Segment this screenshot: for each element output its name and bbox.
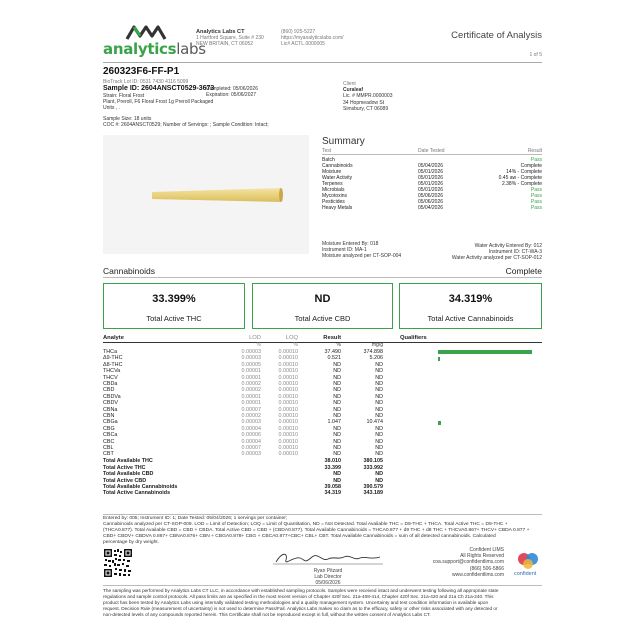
footer-line-5: non-detected levels of any compounds reported herein. This Certificate shall not be reproduced except in full, without the written consent of Analytics Labs CT. <box>103 611 431 617</box>
moisture-info <box>322 241 401 260</box>
analyte-lod: 0.00001 <box>241 400 261 407</box>
product-image <box>103 135 309 254</box>
footer-disclaimer <box>103 588 543 618</box>
analyte-lod: 0.00003 <box>241 419 261 426</box>
analyte-pct: 0.521 <box>327 355 341 362</box>
lab-name: Analytics Labs CT <box>196 29 245 35</box>
col-analyte: Analyte <box>103 335 124 341</box>
summary-col-test: Test <box>322 148 332 154</box>
footer-line-4: request. Decision Rule (measurement of uncertainty) is not used to determine Pass/Fail. Analytics Labs makes no claim as to the efficacy, safety or other risks associated with any detected or <box>103 605 498 611</box>
summary-result: Pass <box>530 187 542 194</box>
summary-date: 05/06/2026 <box>418 199 444 206</box>
analyte-pct: ND <box>333 400 341 407</box>
analyte-pct: ND <box>333 413 341 419</box>
analyte-loq: 0.00010 <box>278 374 298 381</box>
footer-divider <box>103 585 542 586</box>
method-notes <box>103 516 543 546</box>
analyte-name: CBDVa <box>103 393 121 400</box>
analyte-mg: 10.474 <box>366 419 383 426</box>
total-cbd-label: Total Active CBD <box>294 314 351 323</box>
analyte-name: Δ9-THC <box>103 355 123 362</box>
total-cannabinoids-box <box>399 283 542 329</box>
mg-unit: mg/g <box>371 342 383 348</box>
analyte-mg: 374.898 <box>363 349 383 355</box>
analyte-loq: 0.00010 <box>278 425 298 432</box>
analyte-loq: 0.00010 <box>278 438 298 445</box>
analyte-lod: 0.00002 <box>241 387 261 394</box>
preroll-icon <box>103 135 309 254</box>
total-mg: 380.105 <box>363 458 383 465</box>
analyte-name: CBD <box>103 387 115 394</box>
analyte-lod: 0.00006 <box>241 432 261 439</box>
result-unit: % <box>336 342 341 348</box>
analyte-mg: ND <box>375 425 383 432</box>
analyte-lod: 0.00004 <box>241 425 261 432</box>
summary-date: 05/01/2026 <box>418 174 444 181</box>
logo-wordmark: analyticslabs <box>103 40 206 58</box>
summary-test: Water Activity <box>322 174 353 181</box>
summary-row <box>322 205 542 211</box>
col-lod: LOD <box>249 335 261 341</box>
product: Plant, Preroll, F6 Floral Frost 1g Preroll Packaged <box>103 99 214 106</box>
analyte-loq: 0.00010 <box>278 432 298 439</box>
total-mg: ND <box>375 471 383 478</box>
lab-logo <box>103 24 206 64</box>
analyte-name: THCV <box>103 374 118 381</box>
analyte-loq: 0.00010 <box>278 400 298 407</box>
analyte-mg: ND <box>375 413 383 419</box>
confident-logo <box>513 550 543 580</box>
analyte-lod: 0.00007 <box>241 406 261 413</box>
total-pct: 33.399 <box>324 464 341 471</box>
total-mg: 390.579 <box>363 483 383 490</box>
signed-date: 05/06/2026 <box>315 580 341 587</box>
analyte-lod: 0.00001 <box>241 368 261 375</box>
analyte-row <box>103 451 543 457</box>
sample-extra <box>103 116 269 128</box>
lod-unit: % <box>256 342 261 348</box>
total-cannabinoids-label: Total Active Cannabinoids <box>427 314 514 323</box>
total-name: Total Available CBD <box>103 471 154 478</box>
total-pct: 34.319 <box>324 490 341 497</box>
total-thc-value: 33.399% <box>152 293 196 305</box>
confident-wordmark: confident <box>514 571 537 577</box>
lims-info <box>433 547 504 578</box>
analyte-name: CBCa <box>103 432 118 439</box>
water-activity-info <box>452 243 542 262</box>
analyte-lod: 0.00005 <box>241 361 261 368</box>
analyte-lod: 0.00001 <box>241 393 261 400</box>
doc-title: Certificate of Analysis <box>451 30 542 41</box>
sample-id: Sample ID: 2604ANSCT0529-3673 <box>103 85 215 92</box>
analyte-name: CBG <box>103 425 115 432</box>
summary-result: Pass <box>530 193 542 200</box>
lims-phone: (866) 506-5866 <box>469 565 504 572</box>
analyte-mg: ND <box>375 374 383 381</box>
address-line-2: NEW BRITAIN, CT 06052 <box>196 41 254 48</box>
summary-test: Moisture <box>322 168 342 175</box>
analyte-loq: 0.00010 <box>278 393 298 400</box>
moisture-instrument: Instrument ID: MA-1 <box>322 247 367 254</box>
client-name: Curaleaf <box>343 87 364 94</box>
summary-test: Pesticides <box>322 199 345 206</box>
analyte-lod: 0.00002 <box>241 413 261 419</box>
address-line-1: 1 Hartford Square, Suite # 230 <box>196 35 264 42</box>
analyte-pct: ND <box>333 361 341 368</box>
summary-test: Batch <box>322 156 335 163</box>
sample-details <box>103 93 213 112</box>
analyte-pct: ND <box>333 374 341 381</box>
qr-code-icon <box>103 548 133 578</box>
signature-block <box>303 568 353 587</box>
total-cannabinoids-value: 34.319% <box>448 293 493 305</box>
signer-title: Lab Director <box>314 574 342 581</box>
wa-instrument: Instrument ID: CT-WA-3 <box>488 249 542 256</box>
summary-date: 05/04/2026 <box>418 162 444 169</box>
total-name: Total Available Cannabinoids <box>103 483 178 490</box>
notes-line-3: (THCA0.877). Total Available CBD = CBD + CBDA. Total Active CBD = CBD + (CBDA0.877). Total Available Cannabinoids = THCA0.877 + d9 THC + d8 THC + THCVA0.867+ THCV+ CBDA 0.877 + <box>103 528 530 533</box>
analyte-lod: 0.00001 <box>241 374 261 381</box>
summary-date: 05/06/2026 <box>418 193 444 200</box>
analyte-name: CBT <box>103 451 114 458</box>
analyte-mg: ND <box>375 445 383 451</box>
analyte-mg: ND <box>375 393 383 400</box>
col-qualifiers: Qualifiers <box>400 335 427 341</box>
analyte-pct: ND <box>333 406 341 413</box>
analyte-loq: 0.00010 <box>278 419 298 426</box>
total-mg: ND <box>375 477 383 484</box>
total-name: Total Active THC <box>103 464 146 471</box>
summary-result: Pass <box>530 199 542 206</box>
analyte-lod: 0.00004 <box>241 438 261 445</box>
summary-date: 05/01/2026 <box>418 187 444 194</box>
analyte-units <box>103 342 543 348</box>
analyte-mg: ND <box>375 438 383 445</box>
lab-phone: (860) 925-5227 <box>281 29 316 35</box>
page-count: 1 of 5 <box>529 52 542 58</box>
analyte-name: THCVa <box>103 368 121 375</box>
strain: Strain: Floral Frost <box>103 93 145 99</box>
analyte-loq: 0.00010 <box>278 361 298 368</box>
wa-entered-by: Water Activity Entered By: 012 <box>474 243 542 249</box>
analyte-name: CBGa <box>103 419 118 426</box>
analyte-pct: 37.490 <box>324 349 341 355</box>
notes-line-5: percentage by dry weight. <box>103 540 160 545</box>
summary-title: Summary <box>322 136 365 147</box>
moisture-sop: Moisture analyzed per CT-SOP-004 <box>322 253 402 260</box>
cannabinoids-title: Cannabinoids <box>103 266 155 276</box>
analyte-name: Δ8-THC <box>103 361 123 368</box>
sample-code: 260323F6-FF-P1 <box>103 66 180 77</box>
analyte-mg: ND <box>375 451 383 458</box>
summary-header <box>322 148 542 155</box>
analyte-pct: 1.047 <box>327 419 341 426</box>
total-cbd-box <box>252 283 393 329</box>
summary-test: Terpenes <box>322 180 343 187</box>
logo-mark-icon <box>125 24 169 40</box>
summary-test: Mycotoxins <box>322 193 348 200</box>
analyte-pct: ND <box>333 393 341 400</box>
client-block <box>343 81 392 112</box>
notes-line-4: CBD+ CBDV+ CBDVA 0.867+ CBNA0.876+ CBN + CBGA0.878+ CBG + CBCA0.877+CBC+ CBL+ CBT. Total Available Cannabinoids = sum of all detected cannabinoids. Calculated <box>103 534 496 539</box>
cannabinoids-divider <box>103 277 542 278</box>
summary-test: Cannabinoids <box>322 162 353 169</box>
analyte-mg: ND <box>375 406 383 413</box>
signature-icon <box>268 548 388 568</box>
summary-date: 05/01/2026 <box>418 180 444 187</box>
analyte-mg: ND <box>375 400 383 407</box>
sample-size: Sample Size: 18 units <box>103 116 152 122</box>
cannabinoids-status: Complete <box>505 266 542 276</box>
footer-line-1: The sampling was performed by Analytics Labs CT LLC, in accordance with established sampling protocols. Samples were received intact and underwent testing following all appropriate state <box>103 588 499 593</box>
client-address-1: 34 Hopmeadow St <box>343 99 385 106</box>
lims-website[interactable]: www.confidentlims.com <box>452 571 504 578</box>
analyte-bar <box>438 350 532 354</box>
total-pct: ND <box>333 477 341 484</box>
summary-result: 0.45 aw - Complete <box>498 174 542 181</box>
analyte-name: CBC <box>103 438 115 445</box>
client-label: Client <box>343 81 356 87</box>
analyte-lod: 0.00007 <box>241 445 261 451</box>
qr-code[interactable] <box>103 548 133 578</box>
analyte-mg: ND <box>375 387 383 394</box>
total-row <box>103 490 543 496</box>
summary-result: 14% - Complete <box>506 168 542 175</box>
analyte-name: CBL <box>103 445 114 451</box>
client-address-2: Simsbury, CT 06089 <box>343 105 389 112</box>
analyte-mg: ND <box>375 361 383 368</box>
analyte-mg: ND <box>375 381 383 387</box>
col-loq: LOQ <box>285 335 298 341</box>
footer-line-3: product has been tested by Analytics Labs using internally validated testing methodologies and a quality management system. Uncertainty and test condition information is available upon <box>103 599 489 605</box>
analyte-lod: 0.00003 <box>241 451 261 458</box>
analyte-pct: ND <box>333 425 341 432</box>
analyte-bar <box>438 357 440 361</box>
total-mg: 333.992 <box>363 464 383 471</box>
signer-name: Ryan Pitzard <box>313 568 343 574</box>
analyte-pct: ND <box>333 438 341 445</box>
summary-result: Complete <box>520 162 542 169</box>
total-cbd-value: ND <box>314 293 331 305</box>
notes-line-2: Cannabinoids analyzed per CT-SOP-009. LOD = Limit of Detection; LOQ = Limit of Quantitation, ND = Not Detected. Total Available THC = D9-THC + THCA. Total Active THC = D9-THC + <box>103 522 508 527</box>
summary-col-date: Date Tested <box>418 148 445 154</box>
sample-dates <box>206 86 258 98</box>
analyte-loq: 0.00010 <box>278 413 298 419</box>
biotrack-id: BioTrack Lot ID: 0531 7430 4116 5099 <box>103 79 189 85</box>
lab-website[interactable]: https://myanalyticslabs.com/ <box>281 35 344 42</box>
analyte-name: CBN <box>103 413 115 419</box>
analyte-name: THCa <box>103 349 118 355</box>
loq-unit: % <box>293 342 298 348</box>
client-license: Lic. # MMPR.0000003 <box>343 93 393 100</box>
summary-test: Microbials <box>322 187 345 194</box>
summary-test: Heavy Metals <box>322 205 353 212</box>
notes-divider <box>103 514 542 515</box>
analyte-loq: 0.00010 <box>278 349 298 355</box>
lims-rights: All Rights Reserved <box>460 553 504 560</box>
analyte-name: CBDV <box>103 400 118 407</box>
confident-logo-icon <box>513 550 543 572</box>
summary-result: Pass <box>530 156 542 163</box>
analyte-mg: 5.206 <box>369 355 383 362</box>
coc-info: COC #: 2604ANSCT0529; Number of Servings: ; Sample Condition: Intact; <box>103 122 269 129</box>
analyte-loq: 0.00010 <box>278 406 298 413</box>
analyte-mg: ND <box>375 368 383 375</box>
analyte-pct: ND <box>333 432 341 439</box>
total-thc-label: Total Active THC <box>146 314 202 323</box>
header-divider <box>103 62 542 63</box>
total-name: Total Active Cannabinoids <box>103 490 171 497</box>
lims-email[interactable]: coa.support@confidentlims.com <box>432 559 504 566</box>
lims-name: Confident LIMS <box>469 547 504 553</box>
lab-license: Lic# ACTL.0000005 <box>281 41 325 48</box>
moisture-entered-by: Moisture Entered By: 018 <box>322 241 379 247</box>
footer-line-2: regulations and sample control protocols. All pass limits are as specified in the most recent version of Chapter 420f Sec. 21a-408-414, Chapter 420f Sec. 21a-420 and 21a Ch 21a-240. This <box>103 593 494 599</box>
analyte-pct: ND <box>333 381 341 387</box>
total-pct: ND <box>333 471 341 478</box>
analyte-loq: 0.00010 <box>278 445 298 451</box>
analyte-bar <box>438 421 441 425</box>
total-pct: 39.058 <box>324 483 341 490</box>
lab-contact <box>281 29 344 48</box>
analyte-header <box>103 335 543 341</box>
total-mg: 343.189 <box>363 490 383 497</box>
analyte-loq: 0.00010 <box>278 355 298 362</box>
analyte-lod: 0.00003 <box>241 355 261 362</box>
analyte-name: CBDa <box>103 381 118 387</box>
summary-date: 05/04/2026 <box>418 205 444 212</box>
summary-table <box>322 148 542 211</box>
analyte-pct: ND <box>333 451 341 458</box>
analyte-lod: 0.00003 <box>241 349 261 355</box>
wa-sop: Water Activity analyzed per CT-SOP-012 <box>451 255 542 262</box>
analyte-loq: 0.00010 <box>278 368 298 375</box>
analyte-loq: 0.00010 <box>278 381 298 387</box>
summary-result: 2.38% - Complete <box>501 180 542 187</box>
analyte-mg: ND <box>375 432 383 439</box>
analyte-loq: 0.00010 <box>278 451 298 458</box>
analyte-pct: ND <box>333 368 341 375</box>
total-name: Total Available THC <box>103 458 153 465</box>
total-thc-box <box>103 283 245 329</box>
analyte-pct: ND <box>333 445 341 451</box>
analyte-pct: ND <box>333 387 341 394</box>
expiration-date: Expiration: 05/06/2027 <box>206 92 257 99</box>
summary-col-result: Result <box>527 148 542 154</box>
total-name: Total Active CBD <box>103 477 147 484</box>
analyte-lod: 0.00002 <box>241 381 261 387</box>
analyte-name: CBNa <box>103 406 118 413</box>
notes-line-1: Entered by: 005; Instrument ID: 1; Date Tested: 05/04/2026; 1 servings per container; <box>103 516 288 521</box>
completed-date: Completed: 05/06/2026 <box>206 86 258 92</box>
summary-date: 05/01/2026 <box>418 168 444 175</box>
units: Units , . <box>103 105 120 112</box>
signature <box>268 548 388 568</box>
lab-address <box>196 29 264 48</box>
total-pct: 38.010 <box>324 458 341 465</box>
summary-result: Pass <box>530 205 542 212</box>
analyte-loq: 0.00010 <box>278 387 298 394</box>
col-result: Result <box>323 335 341 341</box>
